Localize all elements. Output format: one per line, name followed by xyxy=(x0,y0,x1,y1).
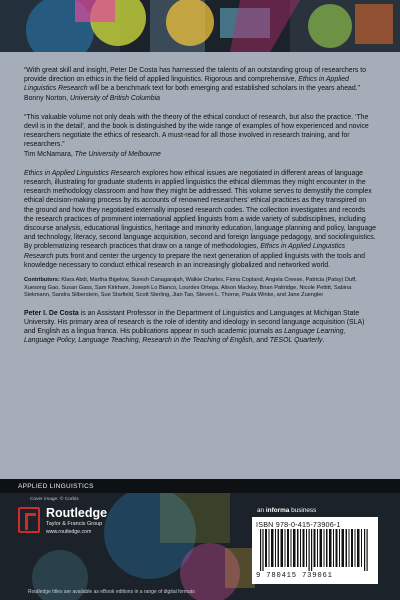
publisher-name: Routledge xyxy=(46,506,108,520)
contributors-list xyxy=(24,277,376,300)
author-bio xyxy=(24,309,376,346)
bio-journals-1: Language Learning, Language Policy, Language Teaching, Research in the Teaching of English, xyxy=(24,327,346,345)
back-cover-text-panel xyxy=(0,52,400,479)
review-2-quote: “This valuable volume not only deals with the theory of the ethical conduct of research, but also the practice. ‘The devil is in the detail’, and the book is distinguished by the wide range of examples of how experienced and novice researchers negotiate the ethics of research. A must-read for all those involved in research training, and for researchers.” xyxy=(24,113,369,149)
publisher-url: www.routledge.com xyxy=(46,529,92,535)
review-2 xyxy=(24,113,376,159)
barcode-icon xyxy=(260,529,370,571)
informa-business-line xyxy=(257,507,316,514)
bio-text-2: and xyxy=(254,337,270,345)
description-text-2: puts front and center the urgency to prepare the next generation of applied linguists with the tools and knowledge necessary to conduct ethical research in an increasingly globalized and networked world. xyxy=(24,252,365,269)
ebook-note: Routledge titles are available as eBook editions in a range of digital formats xyxy=(28,589,195,595)
isbn-text: ISBN 978-0-415-73906-1 xyxy=(256,520,341,529)
contributors-label: Contributors: xyxy=(24,277,60,284)
image-credit: Cover image: © Corbis xyxy=(30,497,79,502)
review-1-quote-a: “With great skill and insight, Peter De Costa has harnessed the talents of an outstanding group of researchers to provide direction on ethics in the field of applied linguistics. Rigorous and comprehensive, xyxy=(24,67,367,84)
review-1 xyxy=(24,66,376,103)
review-1-quote-b: will be a benchmark text for both emerging and established scholars in the years ahead.” xyxy=(87,85,360,93)
cover-artwork-top xyxy=(0,0,400,52)
informa-brand: informa xyxy=(265,507,290,514)
bio-text-1: is an Assistant Professor in the Department of Linguistics and Languages at Michigan State University. His primary area of research is the role of identity and ideology in second language acquisition (SLA) and English as a lingua franca. His publications appear in such academic journals as xyxy=(24,309,365,335)
description-title: Ethics in Applied Linguistics Research xyxy=(24,169,141,177)
barcode-block xyxy=(252,517,378,584)
publisher-subtitle: Taylor & Francis Group xyxy=(46,521,103,527)
description-title-2: Ethics in Applied Linguistics Research xyxy=(24,243,346,260)
review-2-reviewer: Tim McNamara, xyxy=(24,150,73,158)
informa-suffix: business xyxy=(289,507,317,514)
routledge-logo-icon xyxy=(18,507,40,533)
review-2-affiliation: The University of Melbourne xyxy=(74,150,161,158)
back-cover-footer xyxy=(0,493,400,600)
description-text-1: explores how ethical issues are negotiated in different areas of language research, illustrating for graduate students in applied linguistics the ethical dilemmas they might encounter in the research methodology classroom and how they might be addressed. This volume serves to demystify the complex ethical decision-making process by its accounts of renowned researchers’ ethical practices as they transpired on the ground and how they negotiated externally imposed research codes. The collection investigates and records the research practices of prominent international applied linguists from a wide variety of subdisciplines, including discourse analysis, educational linguistics, heritage and minority education, language planning and policy, language and technology, literacy, second language acquisition, second and foreign language pedagogy, and sociolinguistics. By problematizing research practices that draw on a range of methodologies, xyxy=(24,169,376,251)
author-name: Peter I. De Costa xyxy=(24,309,79,317)
review-1-quote-title: Ethics in Applied Linguistics Research xyxy=(24,76,349,93)
barcode-number: 9 780415 739061 xyxy=(256,572,333,580)
bio-journals-2: TESOL Quarterly xyxy=(269,337,323,345)
bio-text-3: . xyxy=(322,337,325,345)
book-description xyxy=(24,169,376,270)
informa-prefix: an xyxy=(257,507,266,514)
review-1-affiliation: University of British Columbia xyxy=(69,94,160,102)
review-1-reviewer: Bonny Norton, xyxy=(24,94,69,102)
series-label: APPLIED LINGUISTICS xyxy=(0,479,400,493)
contributors-names: Klara Abdi, Martha Bigelow, Suresh Canagarajah, Walkie Charles, Fiona Copland, Angela Creese, Patricia (Patsy) Duff, Xuesong Gao, Susan Gass, Sam Kirkham, Joseph Lo Bianco, Lourdes Ortega, Alison Mackey, Brian Paltridge, Nicole Pettitt, Sabina Siekmann, Sandra Silberstein, Sue Starfield, Scott Sterling, Jian Tao, Steven L. Thorne, Paula Winke, and Jane Zuengler xyxy=(24,277,357,299)
